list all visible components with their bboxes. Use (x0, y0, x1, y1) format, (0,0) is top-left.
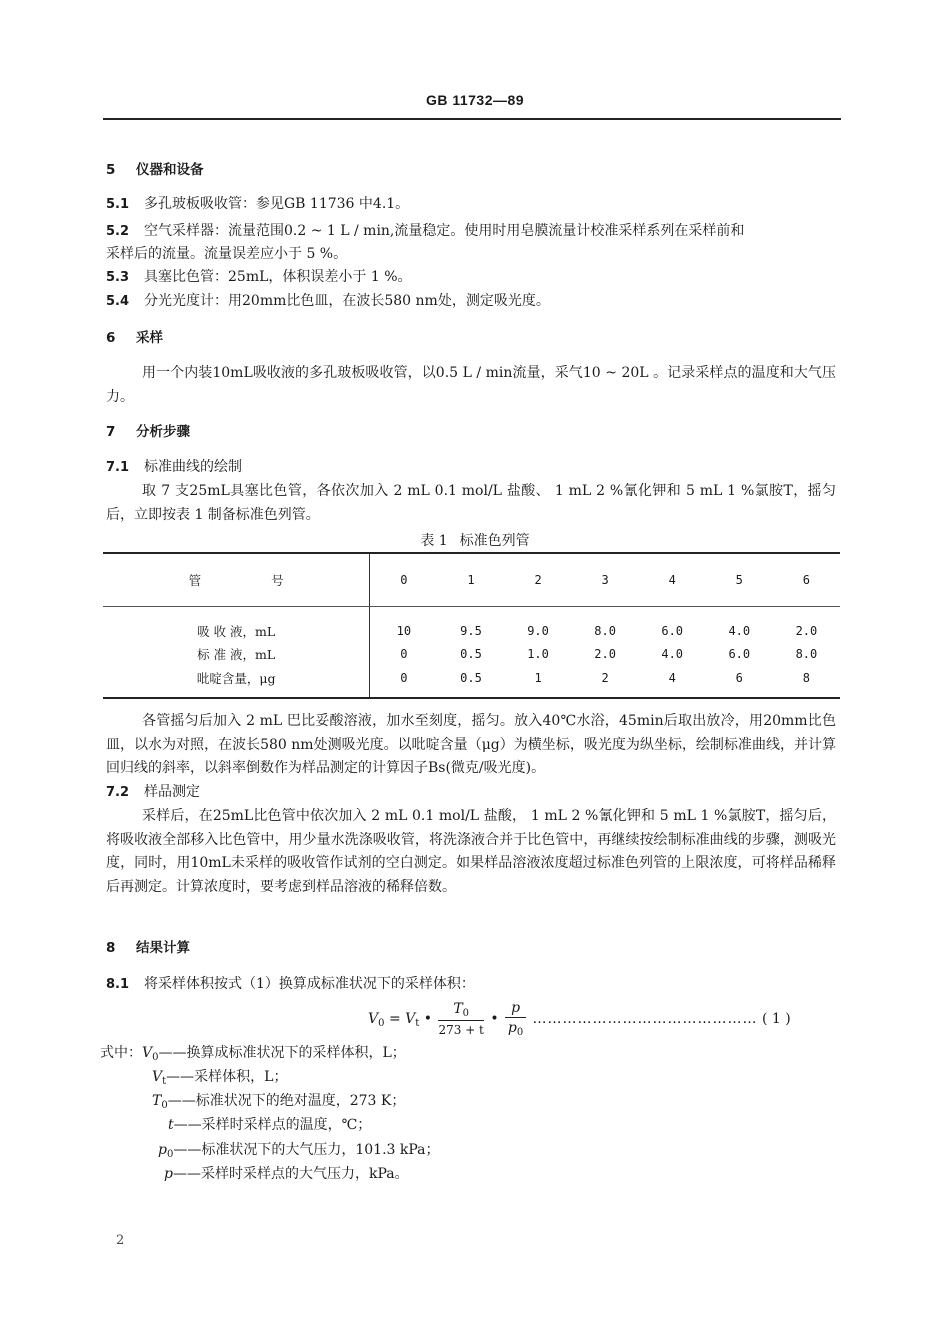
table-header-row (103, 553, 840, 607)
row-label: 吸 收 液，mL (103, 619, 370, 642)
table-cell: 2.0 (594, 646, 616, 661)
table-cell: 6.0 (661, 623, 684, 638)
table-cell: 2.0 (795, 623, 818, 638)
table-row (103, 642, 840, 665)
col-header: 3 (572, 553, 639, 607)
page-number: 2 (116, 1233, 125, 1248)
table-cell: 4 (639, 665, 706, 698)
section-6-paragraph: 用一个内装10mL吸收液的多孔玻板吸收管，以0.5 L / min流量，采气10 ~ 20L 。记录采样点的温度和大气压力。 (106, 365, 836, 405)
table-cell: 1.0 (527, 646, 549, 661)
clause-5-2-cont: 采样后的流量。流量误差应小于 5 %。 (106, 246, 348, 262)
standard-code-header: GB 11732—89 (425, 92, 525, 108)
table-cell: 4.0 (661, 646, 684, 661)
clause-5-4: 5.4 分光光度计：用20mm比色皿，在波长580 nm处，测定吸光度。 (106, 293, 550, 309)
clause-5-1: 5.1 多孔玻板吸收管：参见GB 11736 中4.1。 (106, 196, 410, 212)
table-cell: 0.5 (437, 665, 504, 698)
legend-t: t——采样时采样点的温度，℃； (168, 1117, 372, 1133)
col-header: 4 (639, 553, 706, 607)
header-label: 管 号 (103, 553, 370, 607)
table-cell: 10 (396, 623, 412, 638)
clause-7-2-paragraph: 采样后，在25mL比色管中依次加入 2 mL 0.1 mol/L 盐酸， 1 mL 2 %氰化钾和 5 mL 1 %氯胺T，摇匀后，将吸收液全部移入比色管中，用少量水洗涤吸收管，将洗涤液合并于比色管中，再继续按绘制标准曲线的步骤，测吸光度，同时，用10mL未采样的吸收管作试剂的空白测定。如果样品溶液浓度超过标准色列管的上限浓度，可将样品稀释后再测定。计算浓度时，要考虑到样品溶液的稀释倍数。 (106, 808, 836, 895)
header-rule (103, 118, 841, 120)
table-cell: 0 (370, 665, 438, 698)
table-spacer (103, 607, 840, 620)
table-cell: 0.5 (460, 646, 482, 661)
clause-7-1-heading: 7.1 标准曲线的绘制 (106, 459, 242, 475)
table-cell: 6.0 (728, 646, 751, 661)
legend-v0: 式中：$V_0——$换算成标准状况下的采样体积，L； (100, 1045, 406, 1063)
col-header: 2 (505, 553, 572, 607)
col-header: 5 (706, 553, 773, 607)
clause-8-1: 8.1 将采样体积按式（1）换算成标准状况下的采样体积： (106, 976, 475, 992)
legend-t0: $T_0——$标准状况下的绝对温度，273 K； (152, 1093, 406, 1111)
col-header: 1 (437, 553, 504, 607)
volume-conversion-formula: $V_0 = V_t$ • $\frac{T_0}{273 + t}$ • $\frac{p}{p_0}$ ……………………………………… ( 1 ) (368, 1000, 791, 1038)
table-row (103, 619, 840, 642)
legend-p0: $p_0——$标准状况下的大气压力，101.3 kPa； (158, 1142, 440, 1160)
table-cell: 2 (572, 665, 639, 698)
table-cell: 0 (400, 646, 408, 661)
table-cell: 8.0 (795, 646, 818, 661)
table-1-caption: 表 1 标准色列管 (420, 533, 530, 549)
section-5-heading: 5 仪器和设备 (106, 162, 204, 178)
clause-5-3: 5.3 具塞比色管：25mL，体积误差小于 1 %。 (106, 269, 412, 285)
col-header: 0 (370, 553, 438, 607)
section-7-heading: 7 分析步骤 (106, 424, 190, 440)
col-header: 6 (773, 553, 840, 607)
row-label: 标 准 液，mL (103, 642, 370, 665)
spacer-cell (103, 607, 370, 620)
table-cell: 4.0 (728, 623, 751, 638)
section-8-heading: 8 结果计算 (106, 940, 190, 956)
legend-vt: $V_t——$采样体积，L； (152, 1069, 288, 1087)
clause-5-2: 5.2 空气采样器：流量范围0.2 ~ 1 L / min,流量稳定。使用时用皂膜流量计校准采样系列在采样前和 (106, 223, 745, 239)
standard-series-table (103, 552, 840, 699)
table-cell: 9.0 (527, 623, 549, 638)
row-label: 吡啶含量，μg (103, 665, 370, 698)
fraction-pressure: $\frac{p}{p_0}$ (505, 1000, 526, 1038)
clause-7-1-paragraph: 取 7 支25mL具塞比色管，各依次加入 2 mL 0.1 mol/L 盐酸、 1 mL 2 %氰化钾和 5 mL 1 %氯胺T，摇匀后，立即按表 1 制备标准色列管。 (106, 483, 836, 523)
section-6-heading: 6 采样 (106, 330, 163, 346)
table-cell: 1 (505, 665, 572, 698)
table-cell: 8.0 (594, 623, 616, 638)
legend-p: p——采样时采样点的大气压力，kPa。 (164, 1166, 409, 1182)
spacer-cell (370, 607, 840, 620)
table-cell: 8 (773, 665, 840, 698)
clause-7-1-after-table: 各管摇匀后加入 2 mL 巴比妥酸溶液，加水至刻度，摇匀。放入40℃水浴，45min后取出放冷，用20mm比色皿，以水为对照，在波长580 nm处测吸光度。以吡啶含量（μg）为横坐标，吸光度为纵坐标，绘制标准曲线，并计算回归线的斜率，以斜率倒数作为样品测定的计算因子Bs(微克/吸光度)。 (106, 713, 836, 776)
clause-7-2-heading: 7.2 样品测定 (106, 784, 200, 800)
fraction-temperature: $\frac{T_0}{273 + t}$ (438, 1001, 484, 1037)
table-row (103, 665, 840, 698)
table-cell: 6 (706, 665, 773, 698)
table-cell: 9.5 (460, 623, 482, 638)
